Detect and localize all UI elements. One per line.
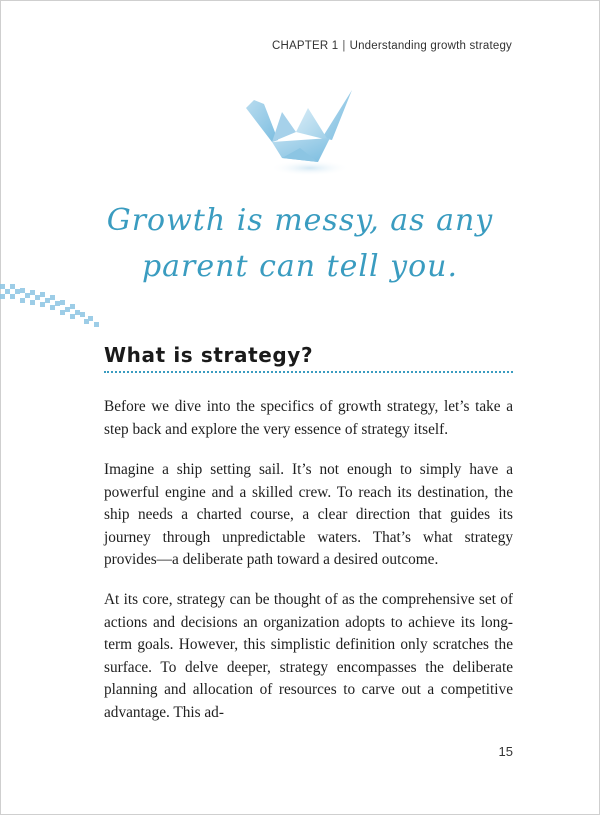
- pull-quote-line-1: Growth is messy, as any: [106, 203, 494, 238]
- header-separator: |: [342, 40, 346, 52]
- body-paragraph-2: Imagine a ship setting sail. It’s not enough to simply have a powerful engine and a skilled crew. To reach its destination, the ship needs a charted course, a clear direction that guides its journey through unpredictable waters. That’s what strategy provides—a deliberate path toward a desired outcome.: [104, 461, 513, 568]
- section-heading: What is strategy?: [104, 343, 314, 367]
- section-divider: [104, 371, 513, 373]
- chapter-title: Understanding growth strategy: [349, 40, 512, 52]
- checkered-ribbon-decoration: [0, 270, 110, 330]
- body-paragraph-1: Before we dive into the specifics of growth strategy, let’s take a step back and explore the very essence of strategy itself.: [104, 398, 513, 438]
- chapter-number: CHAPTER 1: [272, 40, 339, 52]
- body-paragraph-3: At its core, strategy can be thought of as the comprehensive set of actions and decisions an organization adopts to achieve its long-term goals. However, this simplistic definition only scratches the surface. To delve deeper, strategy encompasses the deliberate planning and allocation of resources to carve out a competitive advantage. This ad-: [104, 591, 513, 721]
- running-head: [272, 40, 512, 52]
- page-number: 15: [498, 744, 513, 759]
- origami-crane-icon: [238, 82, 368, 182]
- pull-quote-line-2: parent can tell you.: [141, 249, 459, 284]
- pull-quote: [95, 198, 505, 290]
